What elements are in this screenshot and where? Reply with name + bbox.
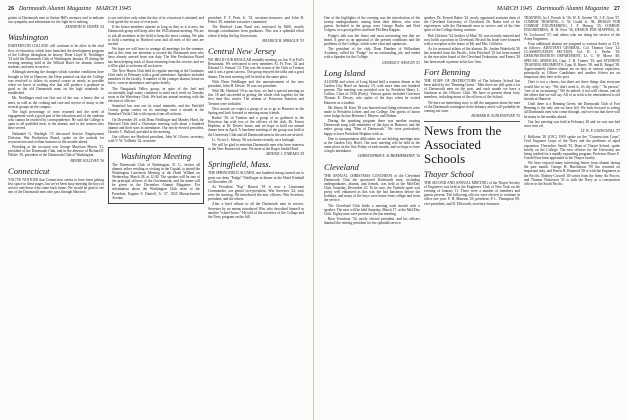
right-column-3 — [524, 16, 620, 416]
paragraph: Bob Gilchrist '34, brother of Matt '30, was recently married and now holds a position in Cleveland. He and his bride were honored with a reception at the home of Mr. and Mrs. Gilchrist. — [424, 33, 520, 46]
author-signature: HENRY SULLIVAN '36 — [70, 158, 104, 163]
paragraph: is our activities only when the day of its victorious is attained, and God speed the victory of everyone. — [108, 16, 204, 25]
section-heading-connecticut: Connecticut — [8, 165, 50, 176]
paragraph: The Naugatuck Valley group, in spite of the fuel and occasionally high water, continues to meet each week on Tuesday noon at the Waterbury Club. We had our annual meeting with the election of officers. — [108, 86, 204, 103]
left-column-3 — [208, 16, 304, 416]
paragraph: With Mr. Harbord '18 as our host, we had a special meeting on Jan. 18 and succeeded in getting the whole club together for the first time this winter. The alumni of Princeton Junction and Trenton were included. — [208, 89, 304, 106]
paragraph: The president of the club, Dean Flanders of Wilbraham Academy, called for "Fudge" for an outstanding job, and ended with a Speaker for the College. — [324, 47, 420, 60]
paragraph: Lt. Victor L. Sebury '36 was home recently on a furlough. — [212, 137, 296, 142]
paragraph: speaker, Dr. Everett Baker '24, newly appointed assistant dean of the Cleveland University of Cleveland. Dr. Baker told of his experiences with the Dartmouth men in service and of the fine spirit of the College during wartime. — [424, 16, 520, 33]
paragraph: Stamford has sent out its usual reminder, and the Fairfield County group carries on its meetings once a month at the Stamford Yacht Club with reports from all sections. — [108, 104, 204, 117]
paragraph: We have an interesting story to tell the magazine about the men of the Dartmouth contingent in the Infantry and it will probably be coming out soon. — [424, 100, 520, 113]
author-signature: CHRISTOPHER E. SCHERMERHORN '16 — [357, 154, 420, 159]
issue-month: MARCH 1945 — [496, 5, 533, 12]
section-heading-long-island: Long Island — [324, 67, 366, 78]
right-column-1 — [324, 16, 420, 416]
paragraph: As for personal affairs of the alumni, Dr. Jordan Wakefield '20 has returned from the Pacific, John Pritchard '25 has been named to the executive board of the Cleveland Federation, and Ernest '28 has been made a partner in his law firm. — [424, 47, 520, 64]
author-signature: GEORGE F. WESTON '23 — [382, 60, 420, 65]
paragraph: Mr. Neidlinger read our first use of the war, a heavy diet of meet, as well as the cooking and care and service of many to the several groups on the campus. — [8, 96, 104, 109]
paragraph: Nathaniel G. Burleigh '15 discussed Service Employment Division, War Production Board, spoke on the outlook for reconversion and civilian business in the months ahead. — [8, 131, 104, 144]
paragraph: On December 29, with Dean Neidlinger and Manley Hurd, the Hartford Club held a Christmas meeting with about a hundred alumni and their sons in attendance. Our newly elected president, Charles C. Bullard, presided at the meeting. — [108, 117, 204, 135]
left-page-header — [8, 5, 131, 12]
paragraph: TRAINING, by J. French Jr. '36, W. E. Greene '35, J. E. Gore '37, COMBAT TRAINING, C. W. Gould Jr. '38; DESIGN FOR COMBAT ENGINEERING, J. F. Herzog '35; COMBAT ENGINEERING, H. H. Kerr '36; DESIGN FOR MAPPING, H. W. Lockwood '37; and others who are doing the service of the Army Engineers. — [524, 16, 620, 41]
section-heading-news-associated-schools: News from the Associated Schools — [424, 122, 502, 166]
section-heading-cleveland: Cleveland — [324, 161, 359, 172]
paragraph: WE HELD OUR REGULAR monthly meeting on Jan. 8 at Poll's Restaurant. We welcomed to new members Al. H. Foss '42 and Edward O. Stinson '13. This was the return of the Club to Trenton and it was a great success. The group enjoyed the talks and a good dinner. The next meeting will be held at the same place. — [208, 57, 304, 79]
paragraph: As President "Pop" Barrett '18 is now a Lieutenant Commander, our genial vice-president, Win Sweetser '24, took over the meeting. He introduced the new officers: Win Sweetser, president; and the others. — [208, 184, 304, 202]
paragraph: Until there is a Benning Green, the Dartmouth Club of Fort Benning is the only one we have left. We look forward to seeing all Dartmouth men who come through, and we trust that there will be many in the months ahead. — [524, 102, 620, 119]
right-column-2 — [424, 16, 520, 416]
paragraph: We will be glad to entertain Dartmouth men who have interests in the New Brunswick area. We meet at the Roger Smith Hotel. — [208, 142, 304, 152]
paragraph: After a brief tribute to all the Dartmouth men in service, Sweetser by no means introduced Win, who described himself as another "wheel-horse." He told of the activities of the College and the Navy program on the hill. — [208, 202, 304, 219]
paragraph: Mr. Henry M. Kent '28 was honored and fitting references were made to President Lehrer, and our College. Our guests of honor were Judge Justice Bertram J. Meyers, and Brehm. — [324, 105, 420, 118]
left-column-1 — [8, 16, 104, 416]
section-rule — [424, 121, 520, 122]
paragraph: We have enjoyed many interesting letters from alumni during the past month. George H. Hutchinson '09 has returned on important duty, and Ernest R. Brainerd '38 is with the Engineers in the Pacific. Rodney Crowell '40 writes from the Army Air Forces, and Thomas Nickerson '41 is with the Navy as a construction officer in the South Pacific. — [524, 161, 620, 186]
author-signature: HOWARD B. SCHOONOVER '35 — [471, 113, 520, 118]
author-signature: ARTHUR J. O'MEARA '29 — [265, 152, 304, 157]
paragraph: The Dartmouth Club of Washington, D. C., invites all alumni, either residing or visiting in the Capital, to attend the Washington Luncheon Meeting at the Hotel Willard on Wednesday, March 28, at 12:30. The speaker will be one of the principal officers of the Government, and his name will be given in the December Alumni Magazine. For information about the Washington Club write to the President, Eugene S. Daniell, Jr. '27, 1825 Massachusetts Avenue. — [112, 162, 200, 200]
paragraph: The Hartford Loan Fund was increased by $200, mostly through contributions from graduates. This was a splendid effort where it helps the big Green team. — [208, 25, 304, 38]
page-number: 27 — [613, 5, 620, 12]
section-heading-washington-meeting: Washington Meeting — [120, 150, 192, 161]
running-title: Dartmouth Alumni Magazine — [18, 5, 92, 12]
paragraph: DARTMOUTH COLLEGE will continue to be alive in the vital flow of education, which have launched the development program of the College throughout its history. Dean Lloyd K. Neidlinger '23 told the Dartmouth Club of Washington January 19 during the evening meeting held at the Willard Hotel for alumni, former students, and men in service. — [8, 44, 104, 70]
paragraph: Presiding at the occasion was George Morrison Morris '21, president of the Dartmouth Club, and in the absence of Richard F. Wilder '18, president of the Dartmouth Club of Washington. — [8, 145, 104, 158]
paragraph: ALUMNI and wives of Long Island held a reunion dinner at the Garden City Hotel on January 19, with more than one hundred present. The meeting was presided over by President Henry L. Collins, Class of 1936 (Parry). Various guests included Governor Thomas E. Dewey, who spoke of the days when he visited Hanover as a student. — [324, 79, 420, 105]
paragraph: Due to transportation difficulties we are holding meetings now at the Garden City Hotel. Our next meeting will be held at the same place on the first Friday of each month, and we hope to have a larger attendance. — [324, 136, 420, 154]
section-heading-central-new-jersey: Central New Jersey — [208, 45, 276, 56]
paragraph: THE STAFF OF INSTRUCTORS of The Infantry School has been aided by the "Benning Green." Men there are still quite a lot of Dartmouth men on the post, and each month we have a luncheon at the Officers' Club. We have at present about forty members, including many of the officers of the School. — [424, 78, 520, 100]
paragraph: If his house members operate as long as they as it is now, the Dartmouth group will keep after the 1945 alumni meeting. We are to ask all members in the field to keep the news coming. We plan to hold a meeting in Hartford soon and all men of the area are invited. — [108, 25, 204, 46]
section-heading-washington: Washington — [8, 32, 49, 43]
paragraph: J. Halloran '20 (CEC) USN spoke on the "Construction Corps" Civil Engineer Corps of the Navy and the problems of rapid expansion. Thereafter, Smith '35, Dean of Thayer School, spoke briefly on the College. The new officers for the University are being readied for a rapidly expanding program. Professor Bruce E. Goodell has been appointed to the Thayer faculty. — [524, 135, 620, 160]
paragraph: We hope we will have to arrange all meetings for the summer, and at this time our attention is toward the Dartmouth men who have already arrived from war duty. The War Production Board has been keeping track of those returning from the service, and we will be glad to welcome all such men. — [108, 47, 204, 68]
section-heading-fort-benning: Fort Benning — [424, 66, 471, 77]
paragraph: The Cleveland Club holds a meeting each month with a speaker. The next will be held Saturday, March 17, at the Mid-Day Club. Eighty men were present at the last meeting. — [324, 203, 420, 216]
paragraph: Our officers are Hartford president, John W. Glover, secretary, with V. W. Vollbehr '42, treasurer. — [108, 135, 204, 144]
paragraph: YOU'VE NOTICED that Connecticut seems to have been getting less space in these pages, but we've been busy meeting the boys in service and those who came back home. We would be glad to see any of the Dartmouth men who pass through Hartford. — [8, 177, 104, 195]
paragraph: THE ANNUAL CHRISTMAS LUNCHEON of the Cleveland Dartmouth Club the sponsored Dartmouth men, including undergraduates, alumni, and friends, was held at the Mid-Day Club, Saturday, December 23. To be sure, the Yuletide spirit was pretty well enhanced as this was the last luncheon before the holidays, and many of the boys were home from college and from the service. — [324, 173, 420, 203]
author-signature: LT. W. F. GODSCHALL '37 — [580, 129, 620, 134]
paragraph: THE SPRINGFIELD ALUMNI, one hundred strong, turned out to greet our dean "Fudge" Neidlinger at dinner at the Hotel Kimball on December 28. — [208, 171, 304, 184]
paragraph: The high percentage of men returned and the need of engagement work a good part of the education and of the students who cannot be reached by correspondence. He said the College is open to all qualified men, to the alumni, and to the women who have served. — [8, 109, 104, 131]
paragraph: The New Haven Club held its regular meeting at the Graduates Club early in February with a good attendance. Speakers included members of the faculty. A number of the younger alumni, home on leave, were in attendance and spoke briefly. — [108, 68, 204, 86]
paragraph: Our last meeting was held at February 28 and we saw one bad actor sent off. — [524, 119, 620, 128]
left-column-2 — [108, 16, 204, 416]
paragraph: Four additional alumni are assigned to various duties at T.I.S. as follows: ADJUTANT GENERAL, Col. Thomas Gray '12; CLASSIFICATION SECTION, Col. H. L. Peeler '19; DEMONSTRATION DEPARTMENT, Lt. C. W. Morse '40; SPECIAL SERVICES, Capt. J. B. Trainer '35; and STUDENT TRAINING REGIMENTS, Capt. R. Harris '38, and R. Reigel '38. Approximately fifteen alumni are on duty in various capacities, principally as Officer Candidates and another fifteen are on temporary duty here at the post. — [524, 41, 620, 80]
page-number: 26 — [8, 5, 15, 12]
paragraph: Ours is not a chorus, but there are three things that everyone would like to say: "We don't need it, it's dry only," "In person," "one of us on morning." We do indeed, if not well chosen, and all the others that we will say. All of us wish to be remembered to old friends at Hanover. — [524, 80, 620, 101]
paragraph: gotten of Dartmouth men in Sutton Hill's memory and to indicate our sympathy and admiration for the fight he is making. — [8, 16, 104, 25]
right-page — [314, 0, 628, 420]
paragraph: Next month we expect a group of us to go to Hanover in the Spring and look forward to meeting many friends. — [208, 106, 304, 115]
paragraph: THE SECOND AND ANNUAL MEETING of the Thayer Society of Engineers was held at the Engineers' Club of New York on the evening of January 11. There were a number of members and guests present. The following officers were elected to continue in office one year: F. H. Munson '29, president; P. L. Thompson '09, vice-president; and H. Ellsworth, secretary-treasurer. — [424, 180, 520, 206]
paragraph: Ross Treadway '34, newly elected president, and his officers thanked the retiring president for his splendid service. — [324, 217, 420, 226]
paragraph: president; F. T. Pratt, Jr. '33, secretary-treasurer; and John H. Fisher '29, member executive committee. — [208, 16, 304, 25]
section-heading-springfield: Springfield, Mass. — [208, 159, 271, 170]
author-signature: KENNETH W. DUPÉE '24 — [65, 25, 104, 30]
paragraph: With Dean Neidlinger and the announcement of the new president, John H. Dewes '18 was our president. — [208, 79, 304, 88]
paragraph: Fudge's talk was the finest and most interesting one that we heard. It gave us an appraisal of the present conditions and the problems of the College, which were clear and optimistic. — [324, 33, 420, 46]
author-signature: MAURICE B. SPRAGUE '33 — [262, 38, 304, 43]
paragraph: During the speaking program there was another rousing Dartmouth song with reminders of the days in Hanover, and the entire group sang "Men of Dartmouth." We were particularly happy to have President Hopkins with us. — [324, 119, 420, 136]
right-page-header — [497, 5, 620, 12]
issue-month: MARCH 1945 — [95, 5, 132, 12]
notice-box — [108, 147, 204, 204]
paragraph: Although stressing the changes which wartime conditions have brought to life in Hanover, the Dean pointed out that the College was resolved to follow its normal course as nearly as possible when we know of nothing else that will produce a graduate as good as the old Dartmouth man, on the high standards he established. — [8, 70, 104, 96]
paragraph: One of the highlights of the evening was the introduction of the twenty undergraduates, among them their fathers, who were guests. Included in the group were George Burke and Fred Lidgren, two good golfers and both Phi Beta Kappas. — [324, 16, 420, 33]
running-title: Dartmouth Alumni Magazine — [536, 5, 610, 12]
paragraph: Barbet '30, of Trenton and a group of us gathered in the Princeton Inn with two of the officers of the club, Dr. Ernest Hopkins, at Dr. Dewes' home, and we hope to hold our annual dinner here in April. A luncheon meeting of the group was held at the University Club and all Dartmouth men in the area are invited. — [208, 115, 304, 137]
section-heading-thayer-school: Thayer School — [424, 168, 474, 179]
